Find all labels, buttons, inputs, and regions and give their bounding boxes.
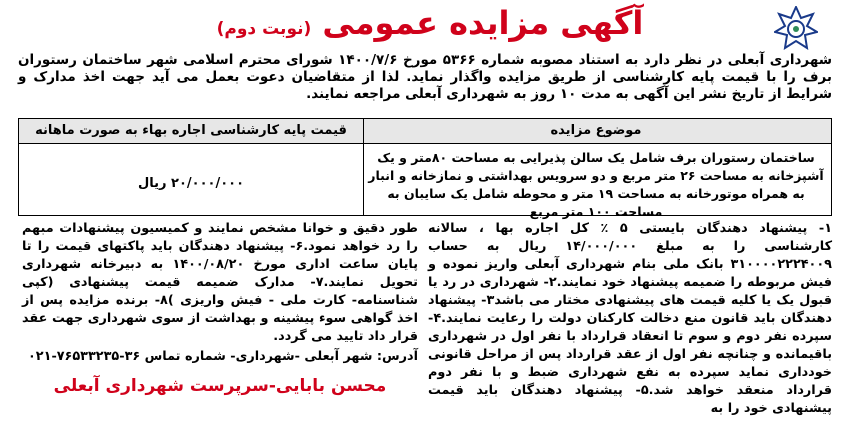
notice-title: آگهی مزایده عمومی [322, 4, 644, 42]
table-header-row [19, 119, 831, 144]
header-subject: موضوع مزایده [550, 123, 642, 138]
table-divider [363, 119, 364, 215]
intro-paragraph: شهرداری آبعلی در نظر دارد به استناد مصوبه شماره ۵۳۶۶ مورخ ۱۴۰۰/۷/۶ شورای محترم اسلامی شهر ساختمان رستوران برف را با قیمت پایه کارشناسی از طریق مزایده واگذار نماید. لذا از متقاضیان دعوت بعمل می آید جهت اخذ مدارک و شرایط از تاریخ نشر این آگهی به مدت ۱۰ روز به شهرداری آبعلی مراجعه نمایند. [18, 52, 833, 102]
conditions-left-column [22, 220, 418, 366]
conditions-text-part-1: ۱- پیشنهاد دهندگان بایستی ۵ ٪ کل اجاره بها ، سالانه کارشناسی را به مبلغ ۱۴/۰۰۰/۰۰۰ ریال به حساب ۳۱۰۰۰۰۲۲۲۴۰۰۹ بانک ملی بنام شهرداری آبعلی واریز نموده و فیش مربوطه را ضمیمه پیشنهاد خود نمایند.۲- شهرداری در رد یا قبول یک یا کلیه قیمت های پیشنهادی مختار می باشد۳- پیشنهاد دهندگان باید قانون منع دخالت کارکنان دولت را رعایت نمایند.۴- سپرده نفر دوم و سوم تا انعقاد قرارداد با نفر اول در شهرداری باقیمانده و چنانچه نفر اول از عقد قرارداد پس از مراحل قانونی خودداری نماید سپرده به نفع شهرداری ضبط و با نفر دوم قرارداد منعقد خواهد شد.۵- پیشنهاد دهندگان باید قیمت پیشنهادی خود را به [428, 221, 833, 416]
signature: محسن بابایی-سرپرست شهرداری آبعلی [53, 376, 387, 396]
notice-header [150, 4, 710, 54]
conditions-text-part-2: طور دقیق و خوانا مشخص نمایند و کمیسیون پیشنهادات مبهم را رد خواهد نمود.۶- پیشنهاد دهندگان باید پاکتهای قیمت را تا پایان ساعت اداری مورخ ۱۴۰۰/۰۸/۲۰ به دبیرخانه شهرداری تحویل نمایند.۷- مدارک ضمیمه قیمت پیشنهادی (کپی شناسنامه- کارت ملی - فیش واریزی )۸- برنده مزایده پس از اخذ گواهی سوء پیشینه و بهداشت از سوی شهرداری جهت عقد قرار داد تایید می گردد. [22, 221, 418, 344]
conditions-right-column [428, 220, 832, 418]
municipality-emblem-icon [774, 6, 818, 50]
auction-table [18, 118, 832, 219]
notice-subtitle: (نوبت دوم) [216, 19, 312, 39]
header-base-price: قیمت پایه کارشناسی اجاره بهاء به صورت ماهانه [35, 123, 347, 138]
address-phone: آدرس: شهر آبعلی -شهرداری- شماره تماس ۳۶-۷۶۵۳۳۲۳۵-۰۲۱ [28, 349, 418, 364]
cell-subject: ساختمان رستوران برف شامل یک سالن پذیرایی به مساحت ۸۰متر و یک آشپزخانه به مساحت ۲۶ متر مربع و دو سرویس بهداشتی و نمازخانه و انبار به همراه موتورخانه به مساحت ۱۹ متر و محوطه شامل یک سایبان به مساحت ۱۰۰ متر مربع [368, 150, 824, 219]
cell-base-price: ۲۰/۰۰۰/۰۰۰ ریال [137, 176, 245, 191]
